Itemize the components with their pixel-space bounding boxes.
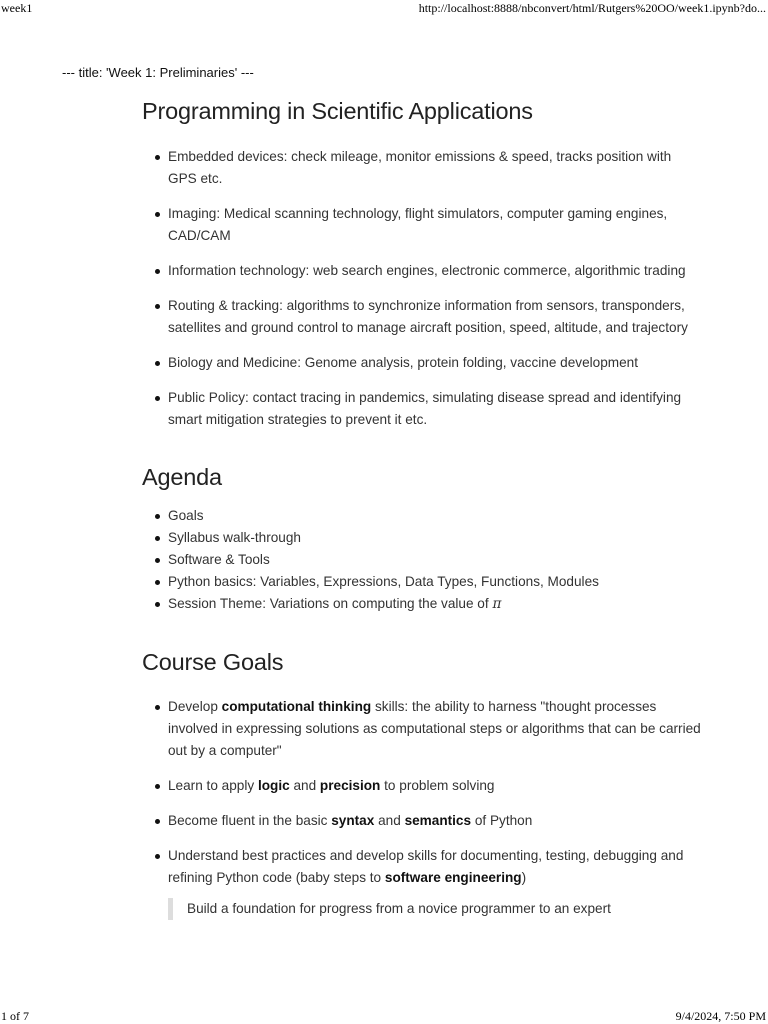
list-item xyxy=(168,810,702,832)
goal-text: of Python xyxy=(474,813,533,828)
list-item: Embedded devices: check mileage, monitor emissions & speed, tracks position with GPS etc. xyxy=(168,146,702,190)
pi-symbol: π xyxy=(492,596,502,612)
list-item: Goals xyxy=(168,505,702,527)
list-item xyxy=(168,845,702,889)
list-item: Biology and Medicine: Genome analysis, protein folding, vaccine development xyxy=(168,352,702,374)
list-item xyxy=(168,775,702,797)
list-item: Syllabus walk-through xyxy=(168,527,702,549)
goal-emphasis: logic xyxy=(257,778,290,793)
blockquote: Build a foundation for progress from a novice programmer to an expert xyxy=(168,898,611,920)
list-item xyxy=(168,593,702,615)
goal-text: Develop xyxy=(168,699,218,714)
section-course-goals xyxy=(142,649,702,902)
agenda-list xyxy=(142,505,702,615)
agenda-session-theme: Session Theme: Variations on computing the value of xyxy=(168,596,489,611)
section-title-agenda: Agenda xyxy=(142,464,222,490)
list-item: Python basics: Variables, Expressions, Data Types, Functions, Modules xyxy=(168,571,702,593)
print-page-url: http://localhost:8888/nbconvert/html/Rutgers%20OO/week1.ipynb?do... xyxy=(418,1,766,15)
applications-list xyxy=(142,146,702,431)
goal-emphasis: precision xyxy=(319,778,381,793)
goal-emphasis: computational thinking xyxy=(221,699,372,714)
list-item: Imaging: Medical scanning technology, flight simulators, computer gaming engines, CAD/CAM xyxy=(168,203,702,247)
yaml-frontmatter: --- title: 'Week 1: Preliminaries' --- xyxy=(62,65,254,80)
section-title-applications: Programming in Scientific Applications xyxy=(142,98,533,124)
list-item: Public Policy: contact tracing in pandemics, simulating disease spread and identifying smart mitigation strategies to prevent it etc. xyxy=(168,387,702,431)
section-agenda xyxy=(142,464,702,615)
goal-text: Understand best practices and develop skills for documenting, testing, debugging and refining Python code (baby steps to xyxy=(168,848,684,885)
goal-text: skills: the ability to harness "thought processes involved in expressing solutions as computational steps or algorithms that can be carried out by a computer" xyxy=(168,699,701,758)
goal-emphasis: software engineering xyxy=(384,870,522,885)
goals-list xyxy=(142,696,702,889)
list-item: Information technology: web search engines, electronic commerce, algorithmic trading xyxy=(168,260,702,282)
goal-text: to problem solving xyxy=(384,778,495,793)
goal-text: and xyxy=(293,778,317,793)
section-scientific-applications xyxy=(142,98,702,444)
list-item xyxy=(168,696,702,762)
goal-text: Learn to apply xyxy=(168,778,255,793)
list-item: Routing & tracking: algorithms to synchronize information from sensors, transponders, satellites and ground control to manage aircraft position, speed, altitude, and trajectory xyxy=(168,295,702,339)
goal-text: Become fluent in the basic xyxy=(168,813,328,828)
page-count: 1 of 7 xyxy=(1,1009,29,1023)
goal-emphasis: syntax xyxy=(331,813,375,828)
goal-text: and xyxy=(378,813,401,828)
print-timestamp: 9/4/2024, 7:50 PM xyxy=(675,1009,766,1023)
list-item: Software & Tools xyxy=(168,549,702,571)
goal-emphasis: semantics xyxy=(404,813,472,828)
print-page-title: week1 xyxy=(1,1,33,15)
goal-text: ) xyxy=(521,870,527,885)
section-title-goals: Course Goals xyxy=(142,649,284,675)
